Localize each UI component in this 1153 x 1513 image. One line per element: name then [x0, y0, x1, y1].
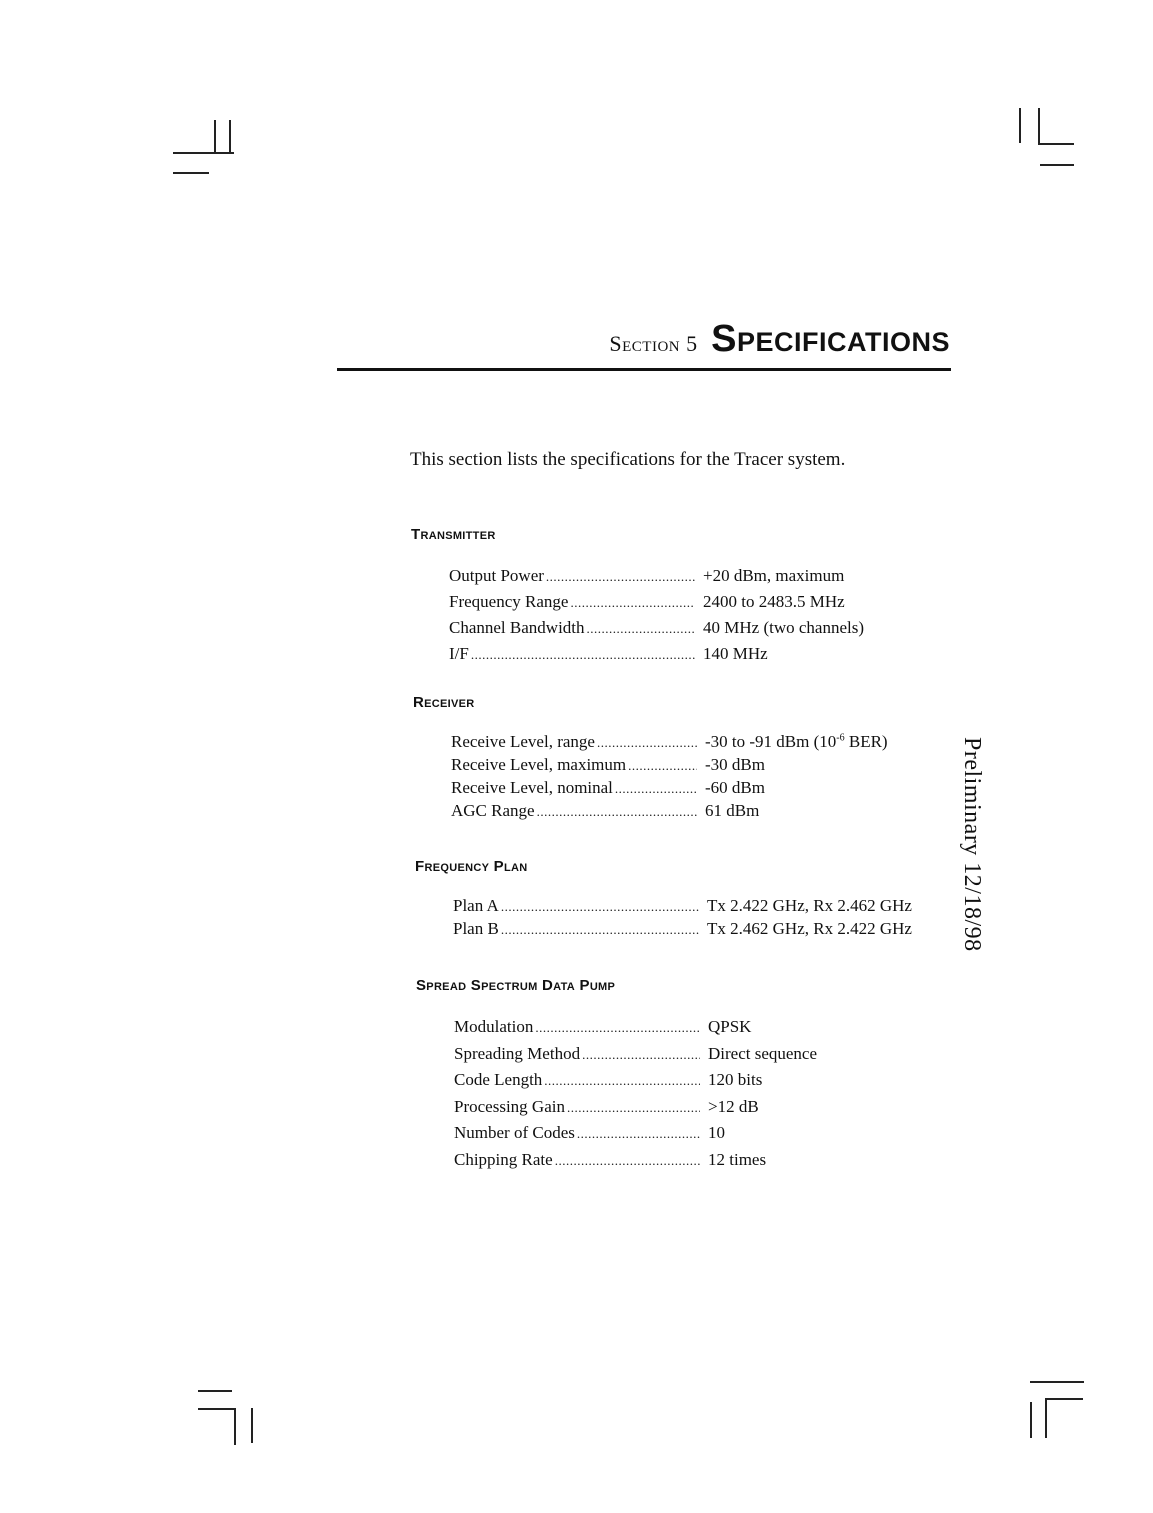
- dot-leader: [555, 1148, 700, 1174]
- group-heading: Spread Spectrum Data Pump: [416, 977, 616, 994]
- dot-leader: [615, 778, 697, 800]
- crop-mark-top-left: [173, 172, 209, 174]
- crop-mark-top-left: [229, 120, 231, 152]
- dot-leader: [587, 616, 695, 641]
- spec-label: Code Length: [454, 1070, 543, 1089]
- spec-value: 10: [708, 1123, 725, 1142]
- spec-label: Receive Level, range: [451, 732, 595, 751]
- dot-leader: [577, 1121, 700, 1147]
- crop-mark-top-right: [1038, 143, 1074, 145]
- spec-label: Plan A: [453, 896, 499, 915]
- spec-value: 40 MHz (two channels): [703, 618, 864, 637]
- spec-row: [451, 754, 933, 777]
- dot-leader: [582, 1042, 700, 1068]
- spec-row: [454, 1067, 936, 1094]
- spec-row: [451, 800, 933, 823]
- dot-leader: [628, 755, 697, 777]
- spec-value: -60 dBm: [705, 778, 765, 797]
- spec-group-transmitter: [411, 526, 931, 667]
- spec-row: [451, 731, 933, 754]
- crop-mark-bottom-right: [1030, 1381, 1084, 1383]
- spec-group-spread-spectrum: [416, 977, 936, 1173]
- spec-group-receiver: [413, 694, 933, 823]
- spec-value-text: -30 to -91 dBm (10: [705, 732, 837, 751]
- dot-leader: [535, 1015, 700, 1041]
- spec-value: 61 dBm: [705, 801, 760, 820]
- crop-mark-bottom-right: [1045, 1398, 1047, 1438]
- preliminary-date-note: Preliminary 12/18/98: [959, 737, 985, 952]
- dot-leader: [567, 1095, 700, 1121]
- crop-mark-top-left: [214, 120, 216, 154]
- spec-row: [454, 1014, 936, 1041]
- spec-label: Frequency Range: [449, 592, 569, 611]
- spec-label: Modulation: [454, 1017, 534, 1036]
- dot-leader: [597, 732, 697, 754]
- header-rule: [337, 368, 951, 371]
- spec-row: [454, 1147, 936, 1174]
- crop-mark-top-left: [173, 152, 234, 154]
- spec-value: >12 dB: [708, 1096, 759, 1116]
- dot-leader: [546, 564, 695, 589]
- spec-label: Receive Level, maximum: [451, 755, 627, 774]
- spec-row: [449, 563, 931, 589]
- spec-value: 120 bits: [708, 1070, 763, 1089]
- spec-row: [453, 895, 935, 918]
- dot-leader: [544, 1068, 700, 1094]
- spec-label: Receive Level, nominal: [451, 778, 613, 797]
- spec-row: [449, 589, 931, 615]
- dot-leader: [471, 642, 695, 667]
- group-heading: Frequency Plan: [415, 858, 528, 875]
- spec-label: I/F: [449, 644, 469, 663]
- spec-label: Processing Gain: [454, 1096, 565, 1116]
- crop-mark-bottom-left: [198, 1408, 236, 1410]
- spec-row: [454, 1120, 936, 1147]
- group-heading: Receiver: [413, 694, 475, 711]
- spec-value-exponent: -6: [836, 732, 845, 744]
- page-title: Specifications: [711, 318, 950, 360]
- spec-label: Number of Codes: [454, 1123, 575, 1142]
- spec-label: Spreading Method: [454, 1043, 581, 1063]
- spec-row: [454, 1094, 936, 1121]
- spec-value: Tx 2.422 GHz, Rx 2.462 GHz: [707, 896, 912, 915]
- spec-value: -30 dBm: [705, 755, 765, 774]
- crop-mark-bottom-right: [1045, 1398, 1083, 1400]
- spec-value: [697, 731, 888, 753]
- section-label: Section: [609, 331, 681, 356]
- spec-label: Chipping Rate: [454, 1149, 553, 1169]
- spec-value: 140 MHz: [703, 644, 768, 663]
- spec-label: Channel Bandwidth: [449, 618, 585, 637]
- dot-leader: [537, 801, 697, 823]
- dot-leader: [570, 590, 695, 615]
- dot-leader: [501, 919, 699, 941]
- section-header: [609, 318, 950, 361]
- spec-row: [449, 641, 931, 667]
- crop-mark-top-right: [1019, 108, 1021, 143]
- crop-mark-bottom-right: [1030, 1402, 1032, 1438]
- section-number: 5: [686, 331, 698, 356]
- group-heading: Transmitter: [411, 526, 496, 543]
- spec-label: Plan B: [453, 919, 499, 938]
- spec-value: QPSK: [708, 1017, 752, 1036]
- crop-mark-bottom-left: [198, 1390, 232, 1392]
- spec-group-frequency-plan: [415, 858, 935, 941]
- spec-row: [453, 918, 935, 941]
- crop-mark-bottom-left: [251, 1408, 253, 1443]
- spec-label: AGC Range: [451, 801, 535, 820]
- intro-paragraph: This section lists the specifications for the Tracer system.: [410, 449, 846, 470]
- spec-label: Output Power: [449, 566, 544, 585]
- spec-value: 12 times: [708, 1149, 767, 1169]
- spec-value: 2400 to 2483.5 MHz: [703, 592, 845, 611]
- crop-mark-top-right: [1038, 108, 1040, 145]
- spec-row: [451, 777, 933, 800]
- dot-leader: [501, 896, 699, 918]
- spec-row: [449, 615, 931, 641]
- spec-row: [454, 1041, 936, 1068]
- spec-value-text: BER): [844, 732, 888, 751]
- crop-mark-top-right: [1040, 164, 1074, 166]
- spec-value: +20 dBm, maximum: [703, 566, 845, 585]
- crop-mark-bottom-left: [234, 1408, 236, 1445]
- spec-value: Tx 2.462 GHz, Rx 2.422 GHz: [707, 919, 912, 938]
- spec-value: Direct sequence: [708, 1043, 818, 1063]
